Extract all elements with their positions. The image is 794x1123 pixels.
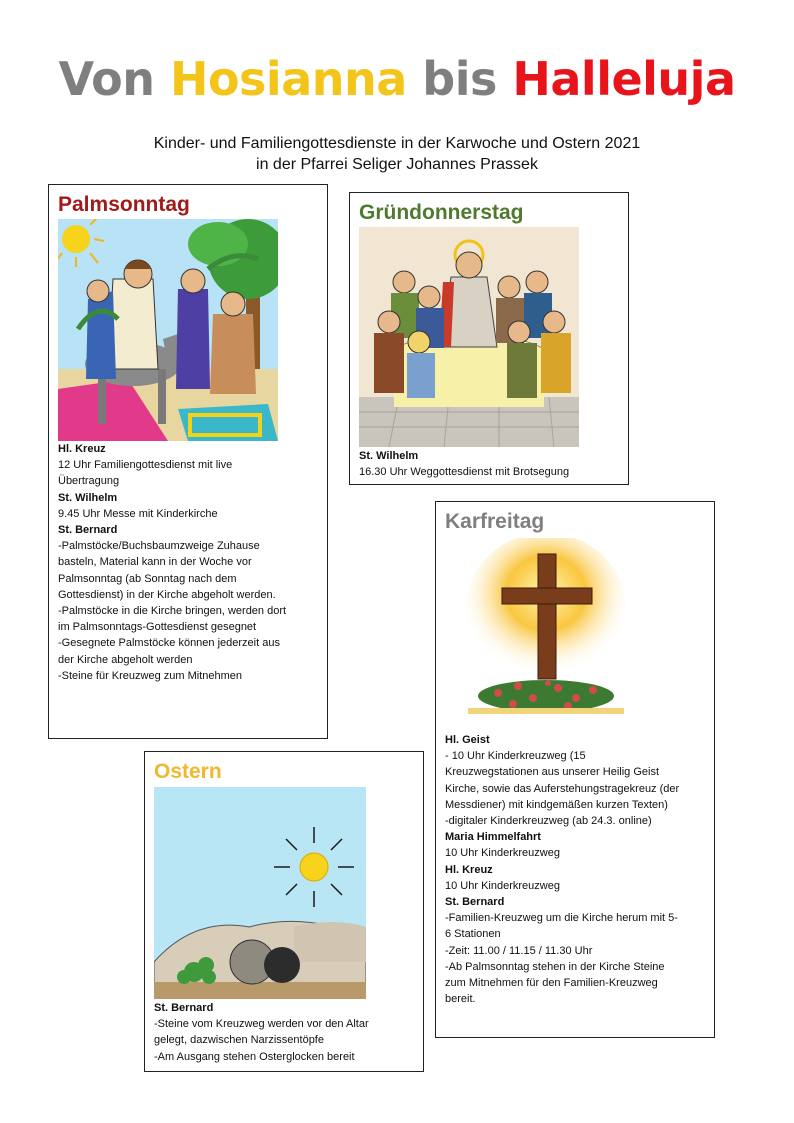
card-karfreitag (435, 501, 715, 1038)
ostern-details (154, 1000, 415, 1065)
detail-line: -Palmstöcke in die Kirche bringen, werden dort (58, 605, 287, 618)
detail-line: Kirche, sowie das Auferstehungstragekreuz (der (445, 782, 680, 795)
card-heading-palmsonntag: Palmsonntag (58, 193, 190, 216)
location-label: St. Wilhelm (58, 491, 118, 504)
detail-line: bereit. (445, 993, 476, 1006)
detail-line: 10 Uhr Kinderkreuzweg (445, 879, 560, 892)
location-label: Hl. Geist (445, 734, 490, 746)
cross-illustration (458, 538, 628, 722)
card-palmsonntag (48, 184, 328, 739)
detail-line: -Zeit: 11.00 / 11.15 / 11.30 Uhr (445, 944, 593, 957)
title-word-bis: bis (422, 52, 497, 106)
location-label: Maria Himmelfahrt (445, 831, 541, 844)
detail-line: 16.30 Uhr Weggottesdienst mit Brotsegung (359, 466, 570, 479)
detail-line: basteln, Material kann in der Woche vor (58, 556, 252, 569)
detail-line: 10 Uhr Kinderkreuzweg (445, 847, 560, 860)
last-supper-illustration (359, 227, 579, 447)
detail-line: -Ab Palmsonntag stehen in der Kirche Steine (445, 960, 665, 973)
detail-line: Messdiener) mit kindgemäßen kurzen Texten) (445, 798, 668, 811)
detail-line: Übertragung (58, 475, 120, 488)
detail-line: 6 Stationen (445, 928, 501, 941)
subtitle-line-2: in der Pfarrei Seliger Johannes Prassek (256, 156, 538, 173)
detail-line: -Steine für Kreuzweg zum Mitnehmen (58, 669, 243, 682)
title-word-hosianna: Hosianna (169, 52, 407, 106)
subtitle (0, 133, 794, 175)
location-label: Hl. Kreuz (445, 863, 493, 876)
location-label: St. Bernard (154, 1002, 214, 1014)
detail-line: -Am Ausgang stehen Osterglocken bereit (154, 1050, 355, 1063)
detail-line: Palmsonntag (ab Sonntag nach dem (58, 572, 237, 585)
karfreitag-details (445, 732, 706, 1007)
detail-line: 12 Uhr Familiengottesdienst mit live (58, 459, 233, 472)
location-label: Hl. Kreuz (58, 443, 106, 455)
detail-line: - 10 Uhr Kinderkreuzweg (15 (445, 750, 586, 763)
card-ostern (144, 751, 424, 1072)
detail-line: im Palmsonntags-Gottesdienst gesegnet (58, 621, 257, 634)
detail-line: Gottesdienst) in der Kirche abgeholt werden. (58, 588, 276, 601)
detail-line: -Steine vom Kreuzweg werden vor den Altar (154, 1018, 369, 1031)
location-label: St. Wilhelm (359, 450, 419, 462)
card-heading-gruendonnerstag: Gründonnerstag (359, 201, 524, 224)
detail-line: gelegt, dazwischen Narzissentöpfe (154, 1034, 324, 1047)
title-word-von: Von (58, 52, 155, 106)
detail-line: -Gesegnete Palmstöcke können jederzeit aus (58, 637, 280, 650)
detail-line: Kreuzwegstationen aus unserer Heilig Geist (445, 766, 660, 779)
gruendonnerstag-details (359, 448, 620, 480)
card-heading-karfreitag: Karfreitag (445, 510, 545, 533)
subtitle-line-1: Kinder- und Familiengottesdienste in der Karwoche und Ostern 2021 (153, 135, 641, 152)
detail-line: -Familien-Kreuzweg um die Kirche herum mit 5- (445, 912, 678, 925)
palm-sunday-illustration (58, 219, 278, 441)
title-word-halleluja: Halleluja (512, 52, 736, 106)
detail-line: 9.45 Uhr Messe mit Kinderkirche (58, 507, 218, 520)
palmsonntag-details (58, 441, 319, 684)
card-gruendonnerstag (349, 192, 629, 485)
detail-line: der Kirche abgeholt werden (58, 653, 193, 666)
detail-line: -digitaler Kinderkreuzweg (ab 24.3. online) (445, 815, 652, 828)
detail-line: -Palmstöcke/Buchsbaumzweige Zuhause (58, 540, 260, 553)
empty-tomb-illustration (154, 787, 366, 999)
location-label: St. Bernard (58, 524, 118, 537)
card-heading-ostern: Ostern (154, 760, 222, 783)
page-title (0, 52, 794, 106)
location-label: St. Bernard (445, 896, 505, 909)
detail-line: zum Mitnehmen für den Familien-Kreuzweg (445, 977, 658, 990)
